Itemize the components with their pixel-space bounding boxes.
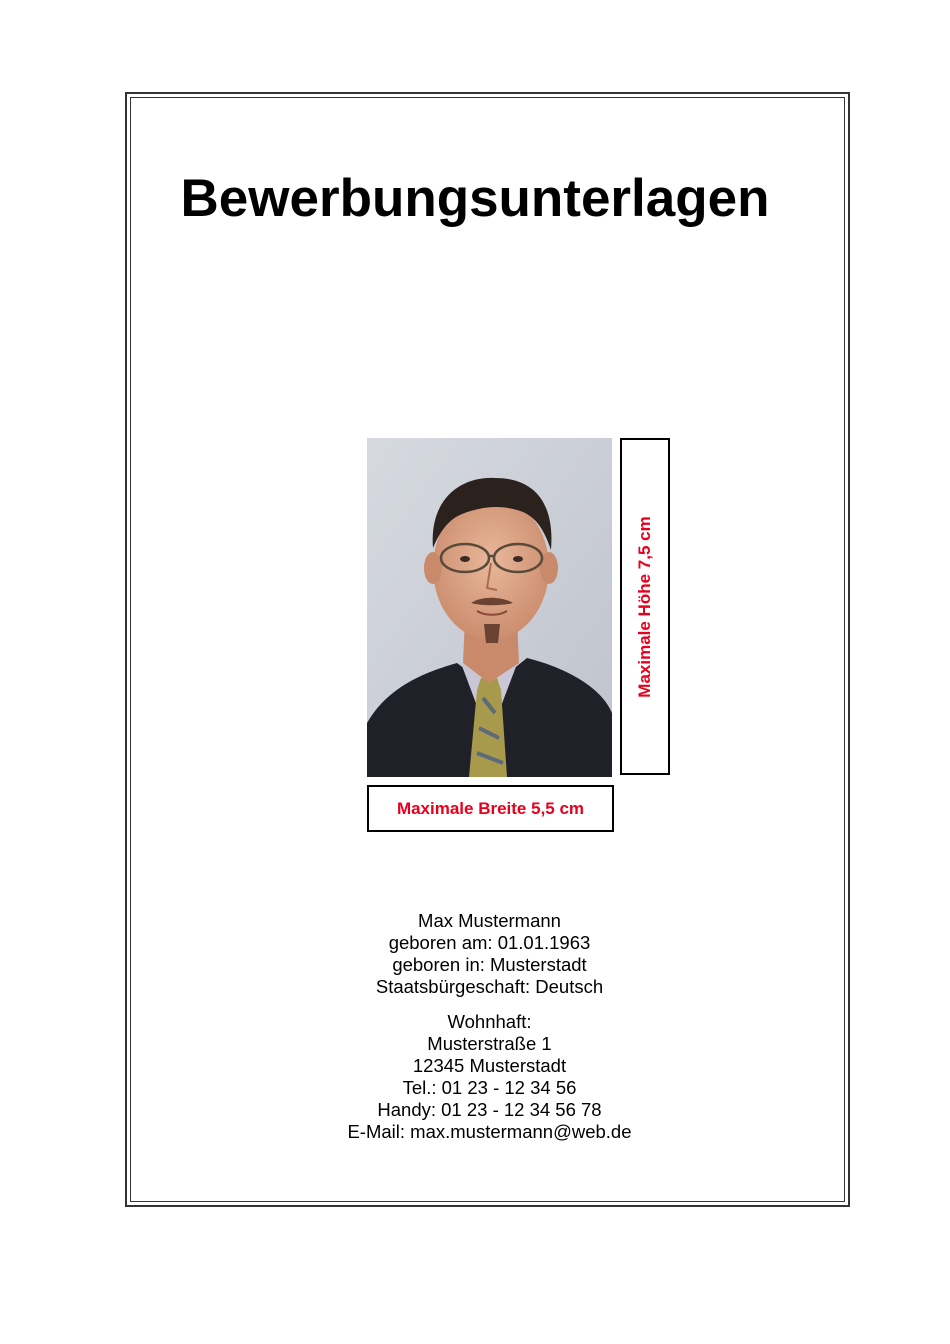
mobile-number: Handy: 01 23 - 12 34 56 78 xyxy=(377,1099,602,1120)
phone-number: Tel.: 01 23 - 12 34 56 xyxy=(402,1077,577,1098)
page-title: Bewerbungsunterlagen xyxy=(180,169,770,228)
address-city: 12345 Musterstadt xyxy=(412,1055,567,1076)
applicant-name: Max Mustermann xyxy=(418,910,561,931)
citizenship: Staatsbürgeschaft: Deutsch xyxy=(375,976,604,997)
photo-width-hint: Maximale Breite 5,5 cm xyxy=(367,785,614,832)
photo-height-hint: Maximale Höhe 7,5 cm xyxy=(635,515,654,698)
personal-info xyxy=(0,910,950,1143)
birth-date: geboren am: 01.01.1963 xyxy=(388,932,591,953)
spacer xyxy=(0,998,950,1011)
email-address: E-Mail: max.mustermann@web.de xyxy=(347,1121,632,1142)
photo-height-hint-box xyxy=(620,438,670,775)
birth-place: geboren in: Musterstadt xyxy=(392,954,587,975)
address-street: Musterstraße 1 xyxy=(427,1033,552,1054)
address-heading: Wohnhaft: xyxy=(447,1011,532,1032)
applicant-photo xyxy=(367,438,612,777)
